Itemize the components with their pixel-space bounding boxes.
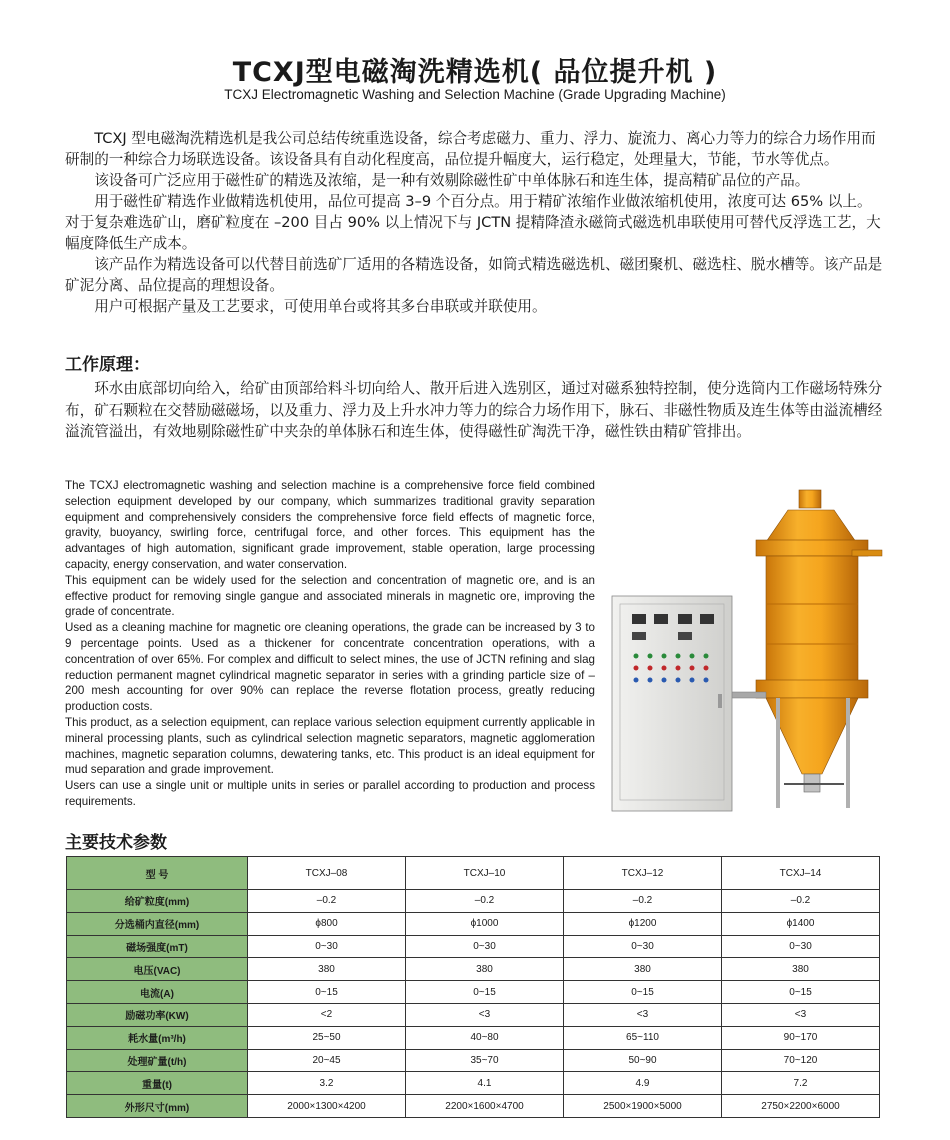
- table-cell: 0~15: [248, 981, 406, 1004]
- control-cabinet: [612, 596, 732, 811]
- table-cell: 2750×2200×6000: [722, 1095, 880, 1118]
- table-header-row: [67, 857, 880, 890]
- table-cell: –0.2: [564, 890, 722, 913]
- table-cell: 40~80: [406, 1026, 564, 1049]
- model-cell: TCXJ–14: [722, 857, 880, 890]
- model-cell: TCXJ–12: [564, 857, 722, 890]
- table-cell: 50~90: [564, 1049, 722, 1072]
- intro-paragraph: 用于磁性矿精选作业做精选机使用，品位可提高 3–9 个百分点。用于精矿浓缩作业做浓缩机使用，浓度可达 65% 以上。对于复杂难选矿山，磨矿粒度在 –200 目占 90% 以上情况下与 JCTN 提精降渣永磁筒式磁选机串联使用可替代反浮选工艺，大幅度降低生产成本。: [65, 193, 881, 252]
- table-cell: 0~30: [406, 935, 564, 958]
- page-title: TCXJ型电磁淘洗精选机( 品位提升机 ): [232, 57, 718, 88]
- table-cell: 380: [722, 958, 880, 981]
- table-cell: 4.9: [564, 1072, 722, 1095]
- row-label: 外形尺寸(mm): [67, 1095, 248, 1118]
- table-row: [67, 1003, 880, 1026]
- table-cell: 90~170: [722, 1026, 880, 1049]
- chinese-introduction: [65, 128, 883, 317]
- table-cell: ϕ1000: [406, 912, 564, 935]
- table-cell: 0~30: [564, 935, 722, 958]
- row-label: 耗水量(m³/h): [67, 1026, 248, 1049]
- table-cell: 20~45: [248, 1049, 406, 1072]
- table-cell: 380: [564, 958, 722, 981]
- principle-section: [65, 378, 883, 443]
- intro-paragraph: 该设备可广泛应用于磁性矿的精选及浓缩，是一种有效剔除磁性矿中单体脉石和连生体，提高精矿品位的产品。: [94, 172, 810, 189]
- row-label: 电流(A): [67, 981, 248, 1004]
- table-row: [67, 1072, 880, 1095]
- table-cell: 0~15: [406, 981, 564, 1004]
- principle-paragraph: 环水由底部切向给入，给矿由顶部给料斗切向给人、散开后进入选别区，通过对磁系独特控制，使分选筒内工作磁场特殊分布，矿石颗粒在交替励磁磁场，以及重力、浮力及上升水冲力等力的综合力场作用下，脉石、非磁性物质及连生体等由溢流槽经溢流管溢出，有效地剔除磁性矿中夹杂的单体脉石和连生体，使得磁性矿淘洗干净，磁性铁由精矿管排出。: [65, 380, 883, 440]
- table-row: [67, 981, 880, 1004]
- table-cell: 65~110: [564, 1026, 722, 1049]
- table-cell: 0~15: [722, 981, 880, 1004]
- row-label: 励磁功率(KW): [67, 1003, 248, 1026]
- table-cell: –0.2: [722, 890, 880, 913]
- table-cell: ϕ800: [248, 912, 406, 935]
- table-cell: –0.2: [406, 890, 564, 913]
- model-header: 型 号: [67, 857, 248, 890]
- table-row: [67, 1095, 880, 1118]
- page-subtitle: TCXJ Electromagnetic Washing and Selection Machine (Grade Upgrading Machine): [224, 87, 726, 102]
- table-cell: <2: [248, 1003, 406, 1026]
- table-row: [67, 890, 880, 913]
- principle-heading: 工作原理：: [65, 355, 150, 375]
- table-row: [67, 935, 880, 958]
- table-cell: 25~50: [248, 1026, 406, 1049]
- model-cell: TCXJ–10: [406, 857, 564, 890]
- english-paragraph: This product, as a selection equipment, can replace various selection equipment currently applicable in mineral processing plants, such as cylindrical selection magnetic separators, magnetic agglomeration machines, magnetic separation columns, dewatering tanks, etc. This product is an ideal equipment for mud separation and grade improvement.: [65, 715, 595, 777]
- row-label: 磁场强度(mT): [67, 935, 248, 958]
- table-cell: 2500×1900×5000: [564, 1095, 722, 1118]
- intro-paragraph: 该产品作为精选设备可以代替目前选矿厂适用的各精选设备，如筒式精选磁选机、磁团聚机、磁选柱、脱水槽等。该产品是矿泥分离、品位提高的理想设备。: [65, 256, 883, 294]
- table-cell: 7.2: [722, 1072, 880, 1095]
- model-cell: TCXJ–08: [248, 857, 406, 890]
- table-row: [67, 912, 880, 935]
- table-cell: –0.2: [248, 890, 406, 913]
- table-cell: 2000×1300×4200: [248, 1095, 406, 1118]
- table-cell: 380: [248, 958, 406, 981]
- row-label: 处理矿量(t/h): [67, 1049, 248, 1072]
- intro-paragraph: TCXJ 型电磁淘洗精选机是我公司总结传统重选设备，综合考虑磁力、重力、浮力、旋流力、离心力等力的综合力场作用而研制的一种综合力场联选设备。该设备具有自动化程度高，品位提升幅度大，运行稳定，处理量大，节能，节水等优点。: [65, 130, 876, 168]
- table-cell: 35~70: [406, 1049, 564, 1072]
- table-cell: <3: [722, 1003, 880, 1026]
- english-paragraph: Users can use a single unit or multiple units in series or parallel according to production and process requirements.: [65, 779, 595, 808]
- table-cell: 2200×1600×4700: [406, 1095, 564, 1118]
- spec-table: [66, 856, 880, 1118]
- english-paragraph: This equipment can be widely used for the selection and concentration of magnetic ore, and is an effective product for removing single gangue and associated minerals in magnetic ore, improving the grade of concentrate.: [65, 573, 595, 619]
- table-cell: 4.1: [406, 1072, 564, 1095]
- table-row: [67, 958, 880, 981]
- table-cell: 70~120: [722, 1049, 880, 1072]
- params-heading: 主要技术参数: [65, 833, 167, 853]
- row-label: 分选桶内直径(mm): [67, 912, 248, 935]
- table-cell: 0~15: [564, 981, 722, 1004]
- row-label: 给矿粒度(mm): [67, 890, 248, 913]
- row-label: 重量(t): [67, 1072, 248, 1095]
- table-cell: ϕ1400: [722, 912, 880, 935]
- table-cell: 3.2: [248, 1072, 406, 1095]
- intro-paragraph: 用户可根据产量及工艺要求，可使用单台或将其多台串联或并联使用。: [94, 298, 547, 315]
- table-row: [67, 1026, 880, 1049]
- row-label: 电压(VAC): [67, 958, 248, 981]
- english-paragraph: Used as a cleaning machine for magnetic ore cleaning operations, the grade can be increased by 3 to 9 percentage points. Used as a thickener for concentrate concentration operations, with a concentration of over 65%. For complex and difficult to select mines, the use of JCTN refining and slag reduction permanent magnet cylindrical magnetic separator in series with a grinding particle size of –200 mesh accounting for over 90% can replace the reverse flotation process, greatly reducing production costs.: [65, 621, 595, 714]
- separator-tank: [724, 490, 882, 808]
- table-cell: 0~30: [722, 935, 880, 958]
- english-paragraph: The TCXJ electromagnetic washing and selection machine is a comprehensive force field combined selection equipment developed by our company, which summarizes traditional gravity separation equipment and comprehensively considers the comprehensive force field effects of magnetic force, gravity, buoyancy, swirling force, centrifugal force, and other forces. This equipment has the advantages of high automation, significant grade improvement, stable operation, large processing capacity, energy conservation, and water conservation.: [65, 479, 595, 571]
- table-cell: 380: [406, 958, 564, 981]
- table-cell: 0~30: [248, 935, 406, 958]
- english-introduction: [65, 478, 595, 810]
- table-cell: <3: [406, 1003, 564, 1026]
- table-cell: ϕ1200: [564, 912, 722, 935]
- machine-photo: [606, 484, 896, 819]
- table-cell: <3: [564, 1003, 722, 1026]
- table-row: [67, 1049, 880, 1072]
